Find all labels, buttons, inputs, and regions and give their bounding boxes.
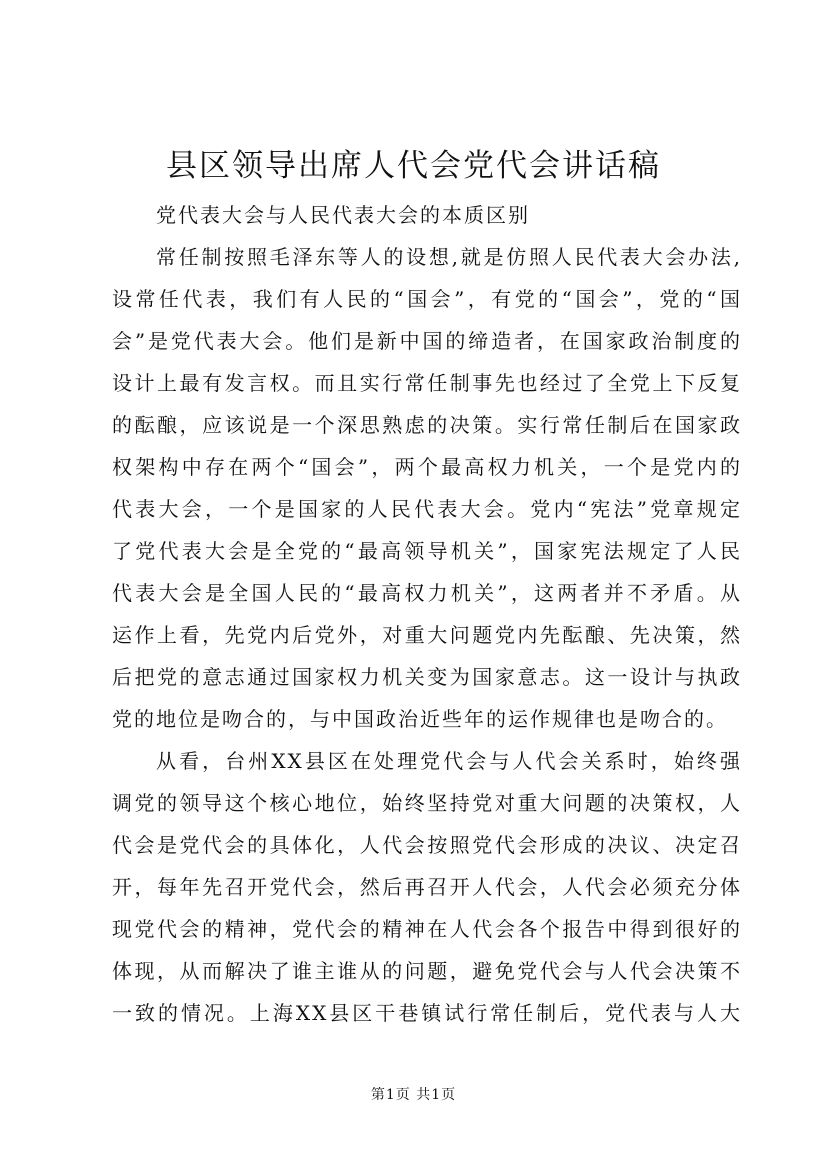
text-line: 代会是党代会的具体化，人代会按照党代会形成的决议、决定召 xyxy=(112,833,742,857)
text-line: 权架构中存在两个“国会”，两个最高权力机关，一个是党内的 xyxy=(112,455,742,479)
text-line: 运作上看，先党内后党外，对重大问题党内先酝酿、先决策，然 xyxy=(112,623,742,647)
text-line: 现党代会的精神，党代会的精神在人代会各个报告中得到很好的 xyxy=(112,917,742,941)
text-line: 后把党的意志通过国家权力机关变为国家意志。这一设计与执政 xyxy=(112,665,742,689)
text-line: 了党代表大会是全党的“最高领导机关”，国家宪法规定了人民 xyxy=(112,539,742,563)
text-line: 会”是党代表大会。他们是新中国的缔造者，在国家政治制度的 xyxy=(112,329,742,353)
text-line: 设常任代表，我们有人民的“国会”，有党的“国会”，党的“国 xyxy=(112,287,742,311)
text-line: 的酝酿，应该说是一个深思熟虑的决策。实行常任制后在国家政 xyxy=(112,413,742,437)
text-line: 开，每年先召开党代会，然后再召开人代会，人代会必须充分体 xyxy=(112,875,742,899)
text-line: 常任制按照毛泽东等人的设想,就是仿照人民代表大会办法, xyxy=(156,245,742,269)
text-line: 调党的领导这个核心地位，始终坚持党对重大问题的决策权，人 xyxy=(112,791,742,815)
text-line: 代表大会是全国人民的“最高权力机关”，这两者并不矛盾。从 xyxy=(112,581,742,605)
document-subtitle: 党代表大会与人民代表大会的本质区别 xyxy=(156,203,530,227)
document-title: 县区领导出席人代会党代会讲话稿 xyxy=(166,148,661,184)
text-line: 代表大会，一个是国家的人民代表大会。党内“宪法”党章规定 xyxy=(112,497,742,521)
text-line: 党的地位是吻合的，与中国政治近些年的运作规律也是吻合的。 xyxy=(112,707,728,731)
paragraph-1 xyxy=(112,236,742,740)
text-line: 从看，台州XX县区在处理党代会与人代会关系时，始终强 xyxy=(156,749,742,773)
text-line: 一致的情况。上海XX县区干巷镇试行常任制后，党代表与人大 xyxy=(112,1001,742,1025)
page-footer: 第1页 共1页 xyxy=(370,1087,457,1103)
paragraph-2 xyxy=(112,740,742,1034)
document-body xyxy=(112,236,742,1034)
text-line: 设计上最有发言权。而且实行常任制事先也经过了全党上下反复 xyxy=(112,371,742,395)
text-line: 体现，从而解决了谁主谁从的问题，避免党代会与人代会决策不 xyxy=(112,959,742,983)
